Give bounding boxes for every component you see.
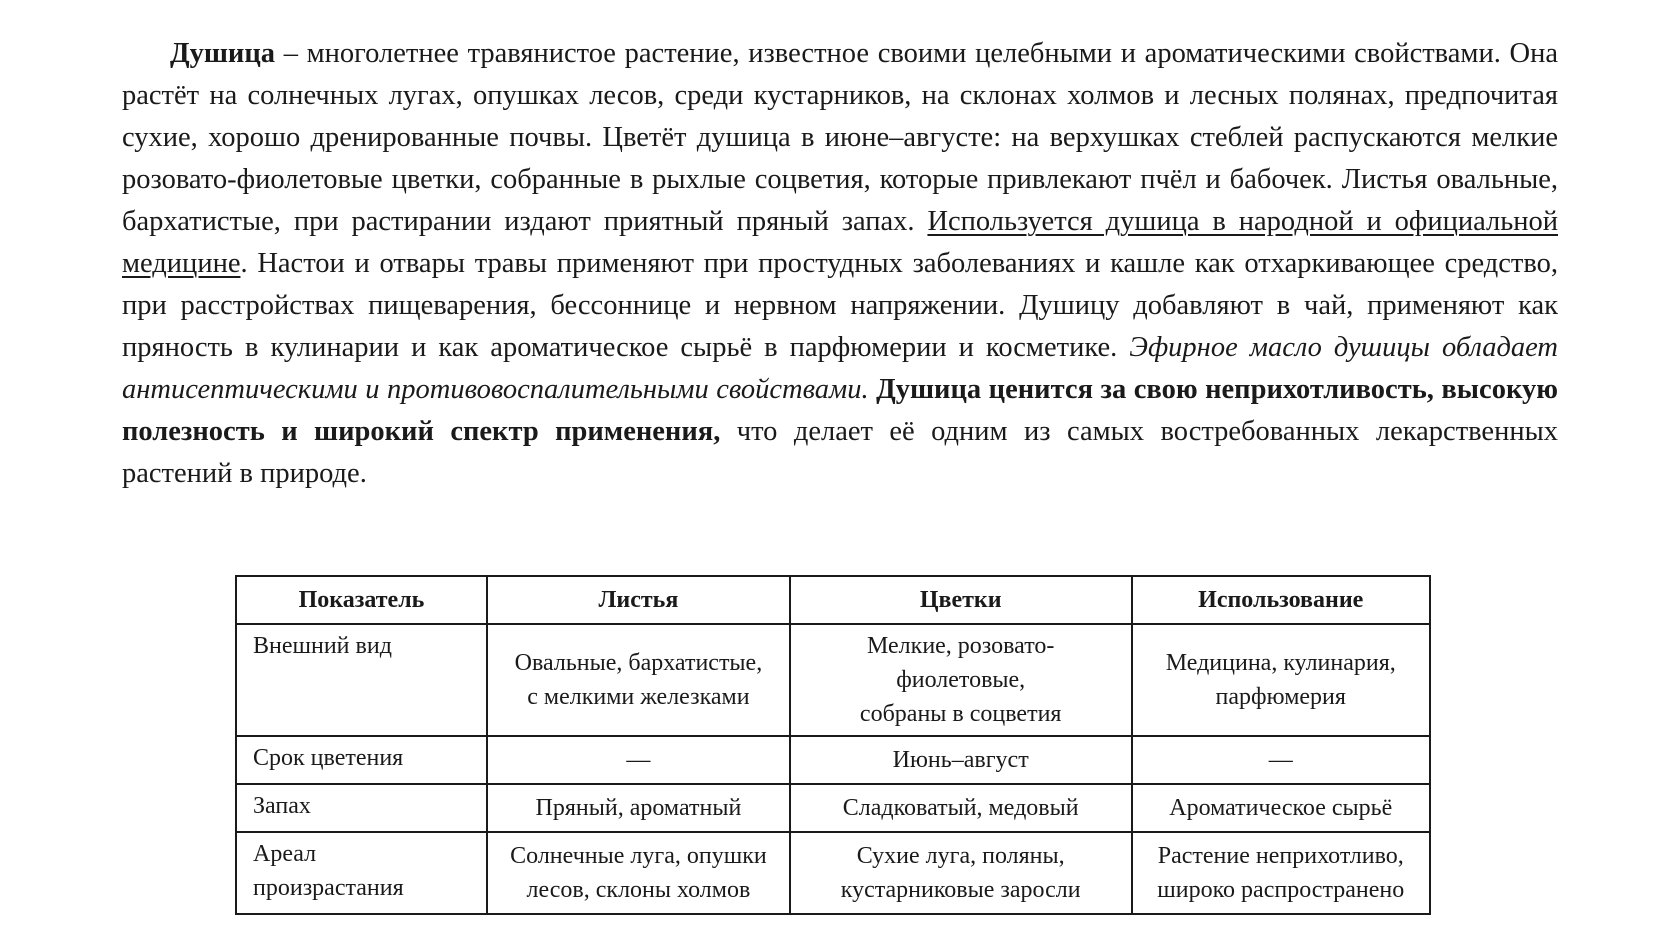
table-row xyxy=(236,624,1430,736)
cell-usage: Ароматическое сырьё xyxy=(1132,784,1431,832)
cell-line: Мелкие, розовато-фиолетовые, xyxy=(867,633,1055,693)
row-label: Срок цветения xyxy=(236,736,487,784)
term-bold: Душица xyxy=(170,38,276,69)
cell-leaves: Пряный, ароматный xyxy=(487,784,790,832)
table-row xyxy=(236,784,1430,832)
text-segment-3 xyxy=(869,374,877,405)
row-label: Запах xyxy=(236,784,487,832)
body-paragraph xyxy=(122,33,1558,495)
table-row xyxy=(236,736,1430,784)
header-usage: Использование xyxy=(1132,576,1431,624)
row-label: Ареал произрастания xyxy=(236,832,487,914)
cell-usage xyxy=(1132,832,1431,914)
cell-leaves: — xyxy=(487,736,790,784)
cell-leaves xyxy=(487,624,790,736)
row-label: Внешний вид xyxy=(236,624,487,736)
italic-sentence: Эфирное масло душицы обладает антисептическими и противовоспалительными свойствами. xyxy=(122,332,1558,405)
cell-line: Растение неприхотливо, xyxy=(1157,843,1404,869)
cell-line: Овальные, бархатистые, xyxy=(514,650,763,676)
cell-line: парфюмерия xyxy=(1215,684,1346,710)
cell-flowers: Июнь–август xyxy=(790,736,1132,784)
cell-line: Сухие луга, поляны, xyxy=(856,843,1065,869)
cell-flowers xyxy=(790,832,1132,914)
cell-line: Солнечные луга, опушки xyxy=(510,843,767,869)
table-row xyxy=(236,832,1430,914)
cell-line: собраны в соцветия xyxy=(859,701,1062,727)
text-segment-1: – многолетнее травянистое растение, известное своими целебными и ароматическими свойствами. Она растёт на солнечных лугах, опушках лесов, среди кустарников, на склонах холмов и лесных полянах, предпочитая сухие, хорошо дренированные почвы. Цветёт душица в июне–августе: на верхушках стеблей распускаются мелкие розовато-фиолетовые цветки, собранные в рыхлые соцветия, которые привлекают пчёл и бабочек. Листья овальные, бархатистые, при растирании издают приятный пряный запах. xyxy=(122,38,1558,237)
cell-line: кустарниковые заросли xyxy=(840,877,1081,903)
cell-leaves xyxy=(487,832,790,914)
text-segment-4: что делает её одним из самых востребованных лекарственных растений в природе. xyxy=(122,416,1558,489)
header-flowers: Цветки xyxy=(790,576,1132,624)
table-header-row xyxy=(236,576,1430,624)
cell-line: лесов, склоны холмов xyxy=(526,877,751,903)
header-indicator: Показатель xyxy=(236,576,487,624)
bold-sentence: Душица ценится за свою неприхотливость, высокую полезность и широкий спектр применения, xyxy=(122,374,1558,447)
cell-flowers: Сладковатый, медовый xyxy=(790,784,1132,832)
cell-line: Медицина, кулинария, xyxy=(1165,650,1396,676)
cell-usage xyxy=(1132,624,1431,736)
cell-line: широко распространено xyxy=(1157,877,1405,903)
comparison-table xyxy=(235,575,1431,915)
underlined-sentence: Используется душица в народной и официальной медицине xyxy=(122,206,1558,279)
header-leaves: Листья xyxy=(487,576,790,624)
cell-flowers xyxy=(790,624,1132,736)
cell-usage: — xyxy=(1132,736,1431,784)
text-segment-2: . Настои и отвары травы применяют при простудных заболеваниях и кашле как отхаркивающее средство, при расстройствах пищеварения, бессоннице и нервном напряжении. Душицу добавляют в чай, применяют как пряность в кулинарии и как ароматическое сырьё в парфюмерии и косметике. xyxy=(122,248,1558,363)
cell-line: с мелкими железками xyxy=(527,684,750,710)
